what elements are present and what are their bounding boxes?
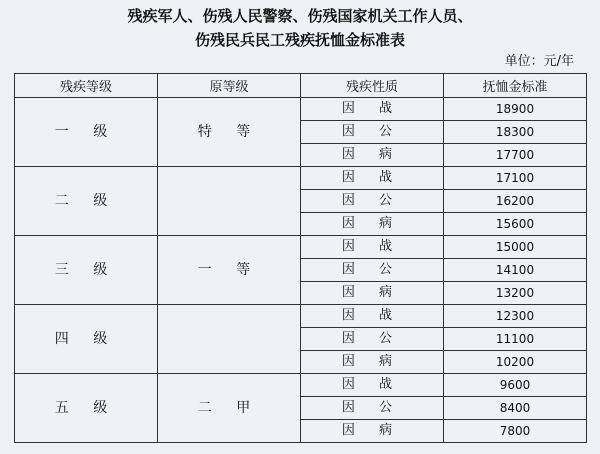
table-header-row (15, 74, 587, 98)
nature-cell: 因 战 (301, 305, 444, 328)
title-line-2: 伤残民兵民工残疾抚恤金标准表 (194, 31, 405, 49)
unit-label: 单位：元/年 (504, 54, 574, 69)
nature-cell: 因 战 (301, 98, 444, 121)
nature-cell: 因 病 (301, 144, 444, 167)
amount-cell: 17100 (444, 167, 587, 190)
level-cell: 一 级 (15, 98, 158, 167)
header-original-level: 原等级 (158, 74, 301, 98)
amount-cell: 15000 (444, 236, 587, 259)
amount-cell: 8400 (444, 397, 587, 420)
original-level-cell: 一 等 (158, 236, 301, 305)
amount-cell: 11100 (444, 328, 587, 351)
nature-cell: 因 战 (301, 374, 444, 397)
amount-cell: 14100 (444, 259, 587, 282)
table-row (15, 98, 587, 121)
original-level-cell: 二 甲 (158, 374, 301, 443)
amount-cell: 7800 (444, 420, 587, 443)
title-line-1: 残疾军人、伤残人民警察、伤残国家机关工作人员、 (127, 7, 473, 25)
nature-cell: 因 病 (301, 420, 444, 443)
original-level-cell (158, 167, 301, 236)
nature-cell: 因 病 (301, 213, 444, 236)
table-row (15, 167, 587, 190)
amount-cell: 15600 (444, 213, 587, 236)
amount-cell: 18300 (444, 121, 587, 144)
amount-cell: 18900 (444, 98, 587, 121)
amount-cell: 17700 (444, 144, 587, 167)
nature-cell: 因 公 (301, 190, 444, 213)
level-cell: 四 级 (15, 305, 158, 374)
original-level-cell: 特 等 (158, 98, 301, 167)
level-cell: 五 级 (15, 374, 158, 443)
nature-cell: 因 公 (301, 259, 444, 282)
amount-cell: 12300 (444, 305, 587, 328)
table-row (15, 236, 587, 259)
amount-cell: 10200 (444, 351, 587, 374)
amount-cell: 9600 (444, 374, 587, 397)
original-level-cell (158, 305, 301, 374)
header-disability-nature: 残疾性质 (301, 74, 444, 98)
header-disability-level: 残疾等级 (15, 74, 158, 98)
nature-cell: 因 公 (301, 397, 444, 420)
amount-cell: 16200 (444, 190, 587, 213)
nature-cell: 因 战 (301, 236, 444, 259)
level-cell: 二 级 (15, 167, 158, 236)
pension-standard-table (14, 73, 587, 443)
table-row (15, 374, 587, 397)
nature-cell: 因 战 (301, 167, 444, 190)
table-row (15, 305, 587, 328)
header-pension-amount: 抚恤金标准 (444, 74, 587, 98)
nature-cell: 因 病 (301, 351, 444, 374)
level-cell: 三 级 (15, 236, 158, 305)
nature-cell: 因 病 (301, 282, 444, 305)
nature-cell: 因 公 (301, 121, 444, 144)
amount-cell: 13200 (444, 282, 587, 305)
nature-cell: 因 公 (301, 328, 444, 351)
